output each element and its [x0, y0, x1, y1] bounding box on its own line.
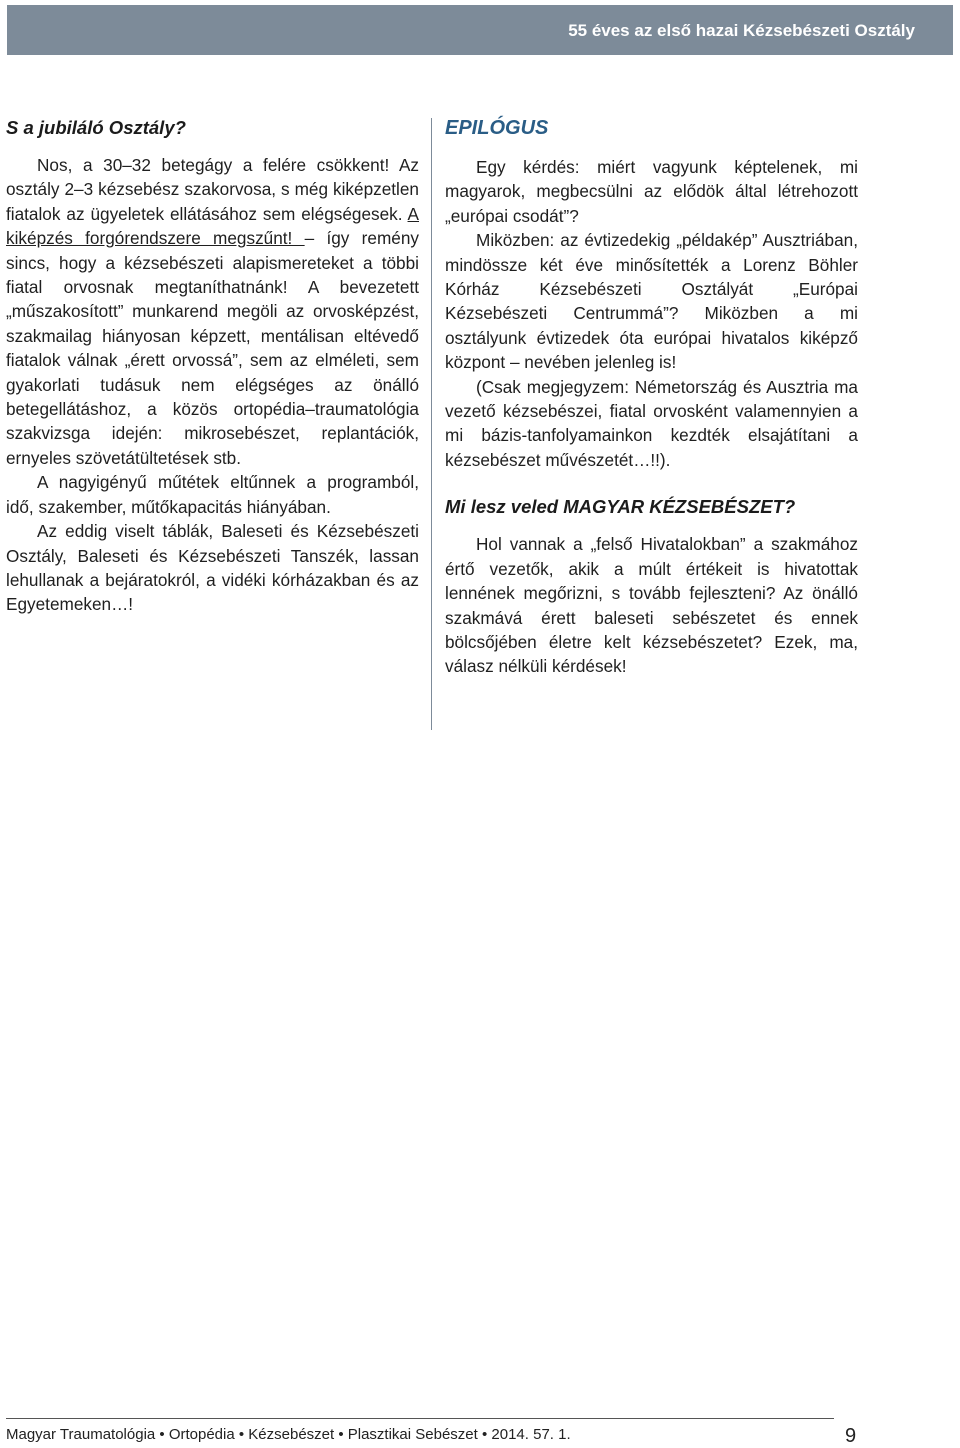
paragraph: Miközben: az évtizedekig „példakép” Ausztriában, mindössze két éve minősítették a Lorenz Böhler Kórház Kézsebészeti Osztályát „Európai Kézsebészeti Centrummá”? Miközben a mi osztályunk évtizedek óta európai hivatalos kiképző központ – nevében jelenleg is!	[445, 230, 858, 373]
paragraph-text: Nos, a 30–32 betegágy a felére csökkent! Az osztály 2–3 kézsebész szakorvosa, s még kiképzetlen fiatalok az ügyeletek ellátásához sem elégségesek.	[6, 155, 419, 224]
section-heading-magyar-kezsebeszet: Mi lesz veled MAGYAR KÉZSEBÉSZET?	[445, 496, 796, 518]
running-header-title: 55 éves az első hazai Kézsebészeti Osztály	[568, 21, 915, 40]
paragraph: Az eddig viselt táblák, Baleseti és Kézsebészeti Osztály, Baleseti és Kézsebészeti Tanszék, lassan lehullanak a bejáratokról, a vidéki kórházakban és az Egyetemeken…!	[6, 521, 419, 615]
right-column	[445, 115, 858, 679]
underlined-text: A kiképzés forgórendszere megszűnt!	[6, 203, 419, 249]
footer-rule	[6, 1418, 834, 1419]
left-column	[6, 115, 419, 617]
section-heading-jubilalo: S a jubiláló Osztály?	[6, 117, 186, 138]
paragraph: Hol vannak a „felső Hivatalokban” a szakmához értő vezetők, akik a múlt értékeit is hivatottak lennének megőrizni, s tovább fejleszteni? Az önálló szakmává érett baleseti sebészetet és ennek bölcsőjében életre kelt kézsebészetet? Ezek, ma, válasz nélküli kérdések!	[445, 534, 858, 677]
running-header-bar	[7, 5, 953, 55]
column-divider	[431, 118, 432, 730]
paragraph: (Csak megjegyzem: Németország és Ausztria ma vezető kézsebészei, fiatal orvosként valamennyien a mi bázis-tanfolyamainkon kezdték elsajátítani a kézsebészet művészetét…!!).	[445, 376, 858, 470]
paragraph: A nagyigényű műtétek eltűnnek a programból, idő, szakember, műtőkapacitás hiányában.	[6, 472, 419, 517]
page-number: 9	[845, 1425, 857, 1447]
paragraph	[6, 153, 419, 470]
section-heading-epilogus: EPILÓGUS	[445, 117, 549, 139]
paragraph: Egy kérdés: miért vagyunk képtelenek, mi magyarok, megbecsülni az elődök által létrehozott „európai csodát”?	[445, 157, 858, 226]
footer-journal-citation: Magyar Traumatológia • Ortopédia • Kézsebészet • Plasztikai Sebészet • 2014. 57. 1.	[6, 1426, 571, 1443]
paragraph-text: – így remény sincs, hogy a kézsebészeti alapismereteket a többi fiatal orvosnak megtaníthatnánk! A bevezetett „műszakosított” munkarend megöli az orvosképzést, szakmailag hiányosan képzett, mentálisan eltévedő fiatalok válnak „érett orvossá”, sem az elméleti, sem gyakorlati tudásuk nem elégséges az önálló betegellátáshoz, a közös ortopédia–traumatológia szakvizsga idején: mikrosebészet, replantációk, ernyeles szövetátültetések stb.	[6, 228, 419, 468]
